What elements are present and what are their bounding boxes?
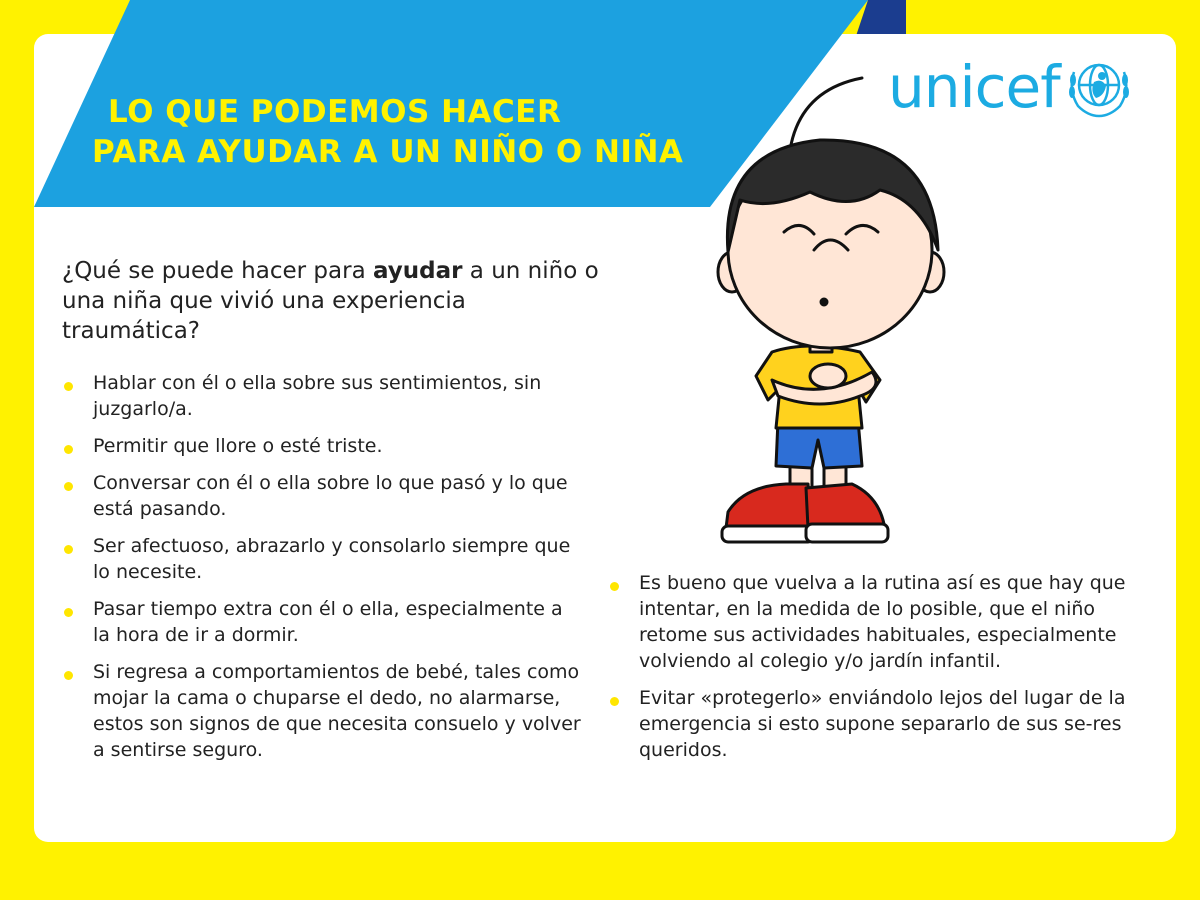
page-title [92,92,683,172]
bullet-dot-icon [64,671,73,680]
list-item: Es bueno que vuelva a la rutina así es que hay que intentar, en la medida de lo posible, que el niño retome sus actividades habituales, especialmente volviendo al colegio y/o jardín infantil. [608,570,1148,674]
right-bullet-list [608,570,1148,774]
title-line-2: PARA AYUDAR A UN NIÑO O NIÑA [92,134,684,170]
unicef-emblem-icon [1064,52,1134,122]
bullet-dot-icon [64,445,73,454]
bullet-dot-icon [64,608,73,617]
bullet-dot-icon [610,697,619,706]
bullet-dot-icon [610,582,619,591]
list-item: Evitar «protegerlo» enviándolo lejos del lugar de la emergencia si esto supone separarlo de sus se-res queridos. [608,685,1148,763]
bullet-dot-icon [64,382,73,391]
question-heading: ¿Qué se puede hacer para ayudar a un niño o una niña que vivió una experiencia traumática? [62,258,599,344]
list-item: Pasar tiempo extra con él o ella, especialmente a la hora de ir a dormir. [62,596,582,648]
question-emphasis: ayudar [372,258,463,284]
child-arms-crossed-illustration [700,70,950,560]
list-item: Si regresa a comportamientos de bebé, tales como mojar la cama o chuparse el dedo, no alarmarse, estos son signos de que necesita consuelo y volver a sentirse seguro. [62,659,582,763]
title-line-1: LO QUE PODEMOS HACER [108,94,562,130]
list-item: Ser afectuoso, abrazarlo y consolarlo siempre que lo necesite. [62,533,582,585]
list-item: Hablar con él o ella sobre sus sentimientos, sin juzgarlo/a. [62,370,582,422]
bullet-dot-icon [64,482,73,491]
logo-text: unicef [888,53,1060,121]
left-bullet-list [62,370,582,774]
list-item: Conversar con él o ella sobre lo que pasó y lo que está pasando. [62,470,582,522]
bullet-dot-icon [64,545,73,554]
list-item: Permitir que llore o esté triste. [62,433,582,459]
